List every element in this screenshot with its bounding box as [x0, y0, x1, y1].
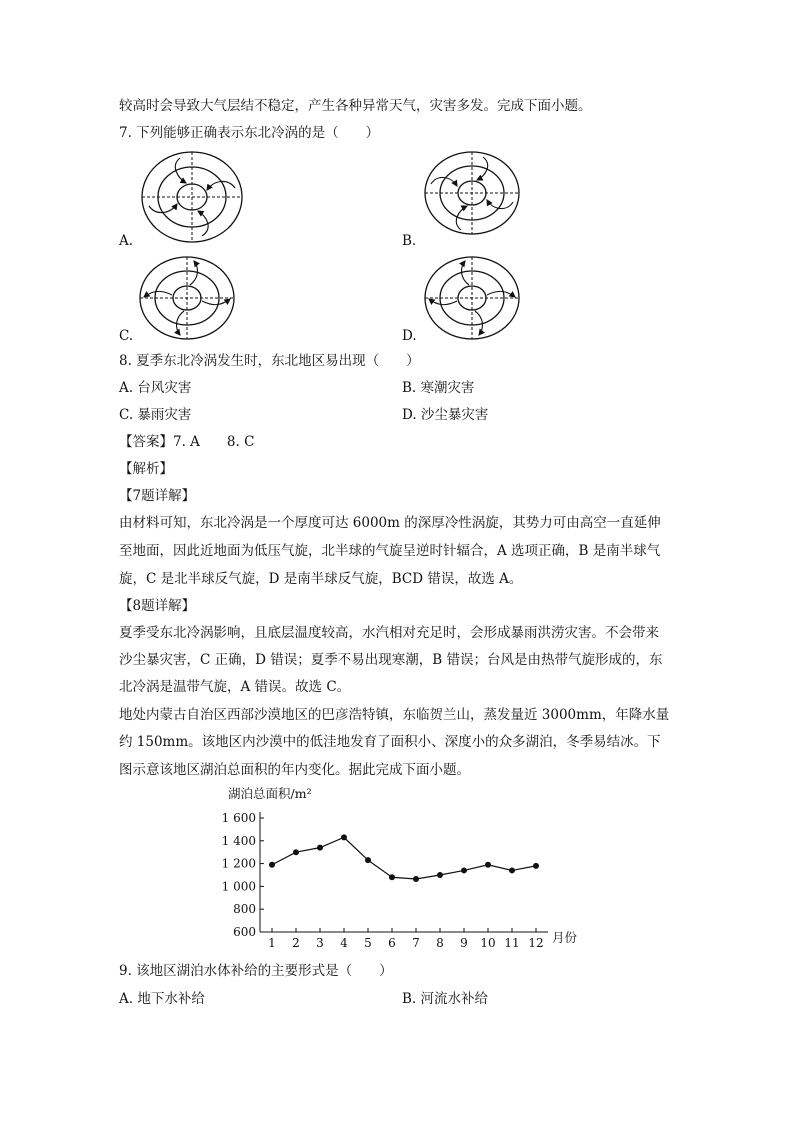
chart-xlabel: 月份 [552, 930, 578, 945]
chart-x-tick-label: 3 [316, 936, 324, 950]
chart-data-point [485, 862, 491, 868]
chart-x-tick-label: 4 [340, 936, 348, 950]
chart-x-tick-label: 11 [504, 936, 520, 950]
q8-option-b: B. 寒潮灾害 [402, 380, 475, 396]
detail8-label: 【8题详解】 [119, 598, 196, 614]
chart-x-tick-label: 10 [480, 936, 496, 950]
q8-option-c: C. 暴雨灾害 [119, 407, 192, 423]
chart-x-tick-label: 7 [412, 936, 420, 950]
chart-x-tick-label: 2 [292, 936, 300, 950]
chart-y-tick-label: 1 000 [221, 879, 256, 894]
detail8-line-2: 沙尘暴灾害，C 正确，D 错误；夏季不易出现寒潮，B 错误；台风是由热带气旋形成的，东 [119, 652, 663, 668]
chart-series-line [272, 837, 536, 879]
q8-option-d: D. 沙尘暴灾害 [402, 407, 489, 423]
chart-y-tick-label: 800 [233, 902, 256, 917]
detail7-label: 【7题详解】 [119, 488, 196, 504]
material-line-3: 图示意该地区湖泊总面积的年内变化。据此完成下面小题。 [119, 762, 470, 778]
chart-data-point [389, 874, 395, 880]
lake-area-chart [218, 786, 598, 952]
q7-diagram-d [423, 255, 521, 341]
q7-diagram-c [138, 255, 236, 341]
chart-data-point [413, 876, 419, 882]
q8-option-a: A. 台风灾害 [119, 380, 192, 396]
chart-y-tick-label: 1 600 [221, 811, 256, 825]
q9-option-a: A. 地下水补给 [119, 991, 205, 1007]
chart-y-tick-label: 1 200 [221, 856, 256, 871]
chart-x-tick-label: 9 [460, 936, 468, 950]
chart-x-tick-label: 12 [528, 936, 544, 950]
chart-data-point [269, 862, 275, 868]
q8-stem: 8. 夏季东北冷涡发生时，东北地区易出现（ ） [119, 353, 420, 369]
chart-y-tick-label: 1 400 [221, 833, 256, 848]
chart-y-tick-label: 600 [233, 925, 256, 939]
chart-data-point [461, 867, 467, 873]
answer-line: 【答案】7. A 8. C [119, 434, 255, 450]
detail7-line-3: 旋，C 是北半球反气旋，D 是南半球反气旋，BCD 错误，故选 A。 [119, 571, 523, 587]
q7-diagram-a [140, 150, 244, 244]
q7-option-c-label: C. [119, 328, 134, 344]
chart-data-point [365, 857, 371, 863]
detail8-line-3: 北冷涡是温带气旋，A 错误。故选 C。 [119, 679, 351, 695]
detail8-line-1: 夏季受东北冷涡影响，且底层温度较高，水汽相对充足时，会形成暴雨洪涝灾害。不会带来 [119, 625, 659, 641]
q7-diagram-b [423, 150, 521, 236]
analysis-label: 【解析】 [119, 461, 173, 477]
q7-stem: 7. 下列能够正确表示东北冷涡的是（ ） [119, 125, 380, 141]
chart-x-tick-label: 5 [364, 936, 372, 950]
chart-x-tick-label: 6 [388, 936, 396, 950]
material-line-2: 约 150mm。该地区内沙漠中的低洼地发育了面积小、深度小的众多湖泊，冬季易结冰。下 [119, 734, 661, 750]
chart-data-point [341, 834, 347, 840]
chart-data-point [509, 867, 515, 873]
intro-tail: 较高时会导致大气层结不稳定，产生各种异常天气，灾害多发。完成下面小题。 [119, 98, 592, 114]
chart-data-point [317, 845, 323, 851]
q7-option-a-label: A. [119, 233, 134, 249]
chart-ylabel: 湖泊总面积/m² [228, 786, 312, 801]
q9-option-b: B. 河流水补给 [402, 991, 489, 1007]
detail7-line-2: 至地面，因此近地面为低压气旋，北半球的气旋呈逆时针辐合，A 选项正确，B 是南半球气 [119, 543, 661, 559]
chart-data-point [533, 863, 539, 869]
q7-option-b-label: B. [402, 233, 417, 249]
q9-stem: 9. 该地区湖泊水体补给的主要形式是（ ） [119, 963, 393, 979]
q7-option-d-label: D. [402, 328, 417, 344]
chart-x-tick-label: 8 [436, 936, 444, 950]
detail7-line-1: 由材料可知，东北冷涡是一个厚度可达 6000m 的深厚冷性涡旋，其势力可由高空一直延伸 [119, 515, 661, 531]
chart-data-point [437, 872, 443, 878]
chart-data-point [293, 849, 299, 855]
material-line-1: 地处内蒙古自治区西部沙漠地区的巴彦浩特镇，东临贺兰山，蒸发量近 3000mm，年降水量 [119, 707, 670, 723]
chart-x-tick-label: 1 [268, 936, 276, 950]
